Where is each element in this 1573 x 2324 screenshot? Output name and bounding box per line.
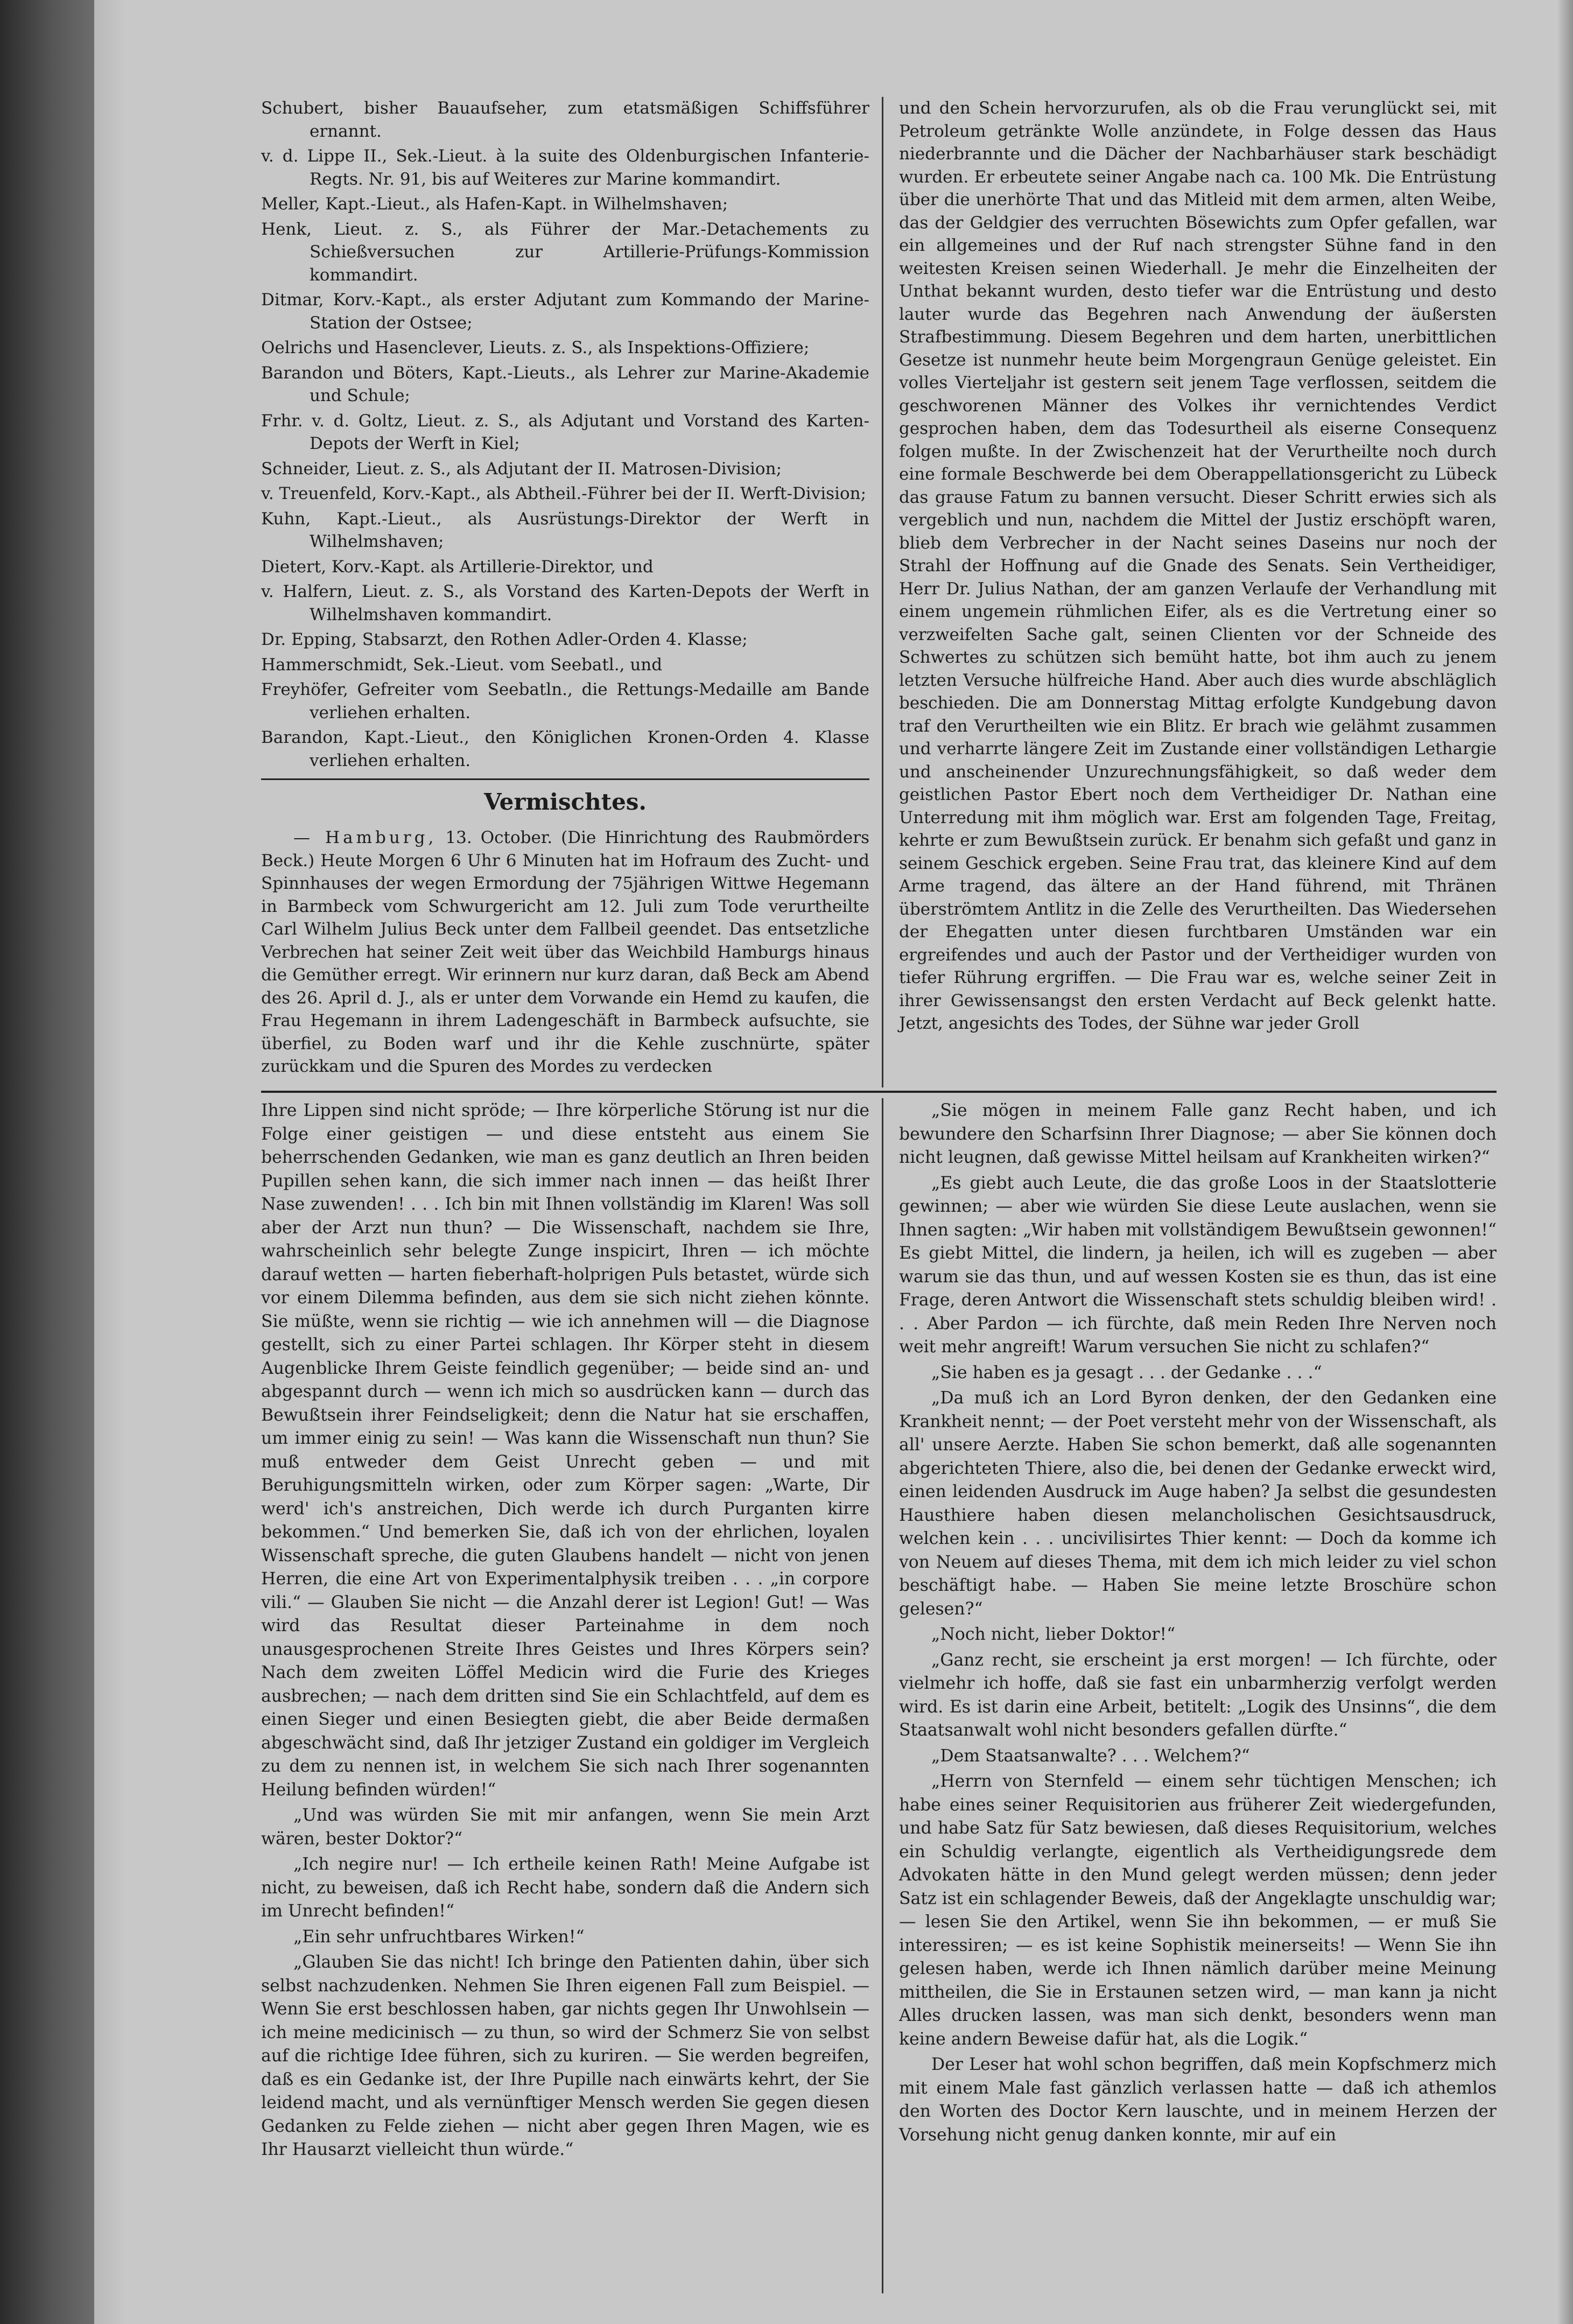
- list-entry: Henk, Lieut. z. S., als Führer der Mar.-Detachements zu Schießversuchen zur Artillerie-Prüfungs-Kommission kommandirt.: [261, 219, 869, 285]
- section-heading: Vermischtes.: [483, 789, 647, 815]
- story-paragraph: „Noch nicht, lieber Doktor!“: [931, 1625, 1176, 1644]
- list-entry: Schneider, Lieut. z. S., als Adjutant der II. Matrosen-Division;: [261, 459, 782, 479]
- article-continuation: und den Schein hervorzurufen, als ob die Frau verunglückt sei, mit Petroleum getränkte Wolle anzündete, in Folge dessen das Haus niederbrannte und die Dächer der Nachbarhäuser stark beschädigt wurden. Er erbeutete seiner Angabe nach ca. 100 Mk. Die Entrüstung über die unerhörte That und das Mitleid mit dem armen, alten Weibe, das der Geldgier des verruchten Bösewichts zum Opfer gefallen, war ein allgemeines und der Ruf nach strengster Sühne fand in den weitesten Kreisen seinen Wiederhall. Je mehr die Einzelheiten der Unthat bekannt wurden, desto tiefer war die Entrüstung und desto lauter wurde das Begehren nach Anwendung der äußersten Strafbestimmung. Diesem Begehren und dem harten, unerbittlichen Gesetze ist nunmehr heute beim Morgengraun Genüge geleistet. Ein volles Vierteljahr ist gestern seit jenem Tage verflossen, seitdem die geschworenen Männer des Volkes ihr vernichtendes Verdict gesprochen haben, dem das Todesurtheil als eiserne Consequenz folgen mußte. In der Zwischenzeit hat der Verurtheilte noch durch eine formale Beschwerde bei dem Oberappellationsgericht zu Lübeck das grause Fatum zu bannen versucht. Dieser Schritt erwies sich als vergeblich und nun, nachdem die Mittel der Justiz erschöpft waren, blieb dem Verbrecher in der Nacht seines Daseins nur noch der Strahl der Hoffnung auf die Gnade des Senats. Sein Vertheidiger, Herr Dr. Julius Nathan, der am ganzen Verlaufe der Verhandlung mit einem ungemein rühmlichen Eifer, als es die Vertretung einer so verzweifelten Sache galt, seinen Clienten vor der Schneide des Schwertes zu schützen sich bemüht hatte, bot ihm auch zu jenem letzten Versuche hülfreiche Hand. Aber auch dies wurde abschläglich beschieden. Die am Donnerstag Mittag erfolgte Kundgebung davon traf den Verurtheilten wie ein Blitz. Er brach wie gelähmt zusammen und verharrte längere Zeit im Zustande einer vollständigen Lethargie und anscheinender Unzurechnungsfähigkeit, so daß weder dem geistlichen Pastor Ebert noch dem Vertheidiger Dr. Nathan eine Unterredung mit ihm möglich war. Erst am folgenden Tage, Freitag, kehrte er zum Bewußtsein zurück. Er benahm sich gefaßt und ganz in seinem Geschick ergeben. Seine Frau trat, das kleinere Kind auf dem Arme tragend, das ältere an der Hand führend, mit Thränen überströmtem Antlitz in die Zelle des Verurtheilten. Das Wiedersehen der Ehegatten unter diesen furchtbaren Umständen war ein ergreifendes und auch der Pastor und der Vertheidiger wurden von tiefer Rührung ergriffen. — Die Frau war es, welche seiner Zeit in ihrer Gewissensangst den ersten Verdacht auf Beck gelenkt hatte. Jetzt, angesichts des Todes, der Sühne war jeder Groll: [899, 99, 1497, 1033]
- list-entry: v. Treuenfeld, Korv.-Kapt., als Abtheil.-Führer bei der II. Werft-Division;: [261, 484, 867, 503]
- story-paragraph: „Herrn von Sternfeld — einem sehr tüchtigen Menschen; ich habe eines seiner Requisitorien aus früherer Zeit wiedergefunden, und habe Satz für Satz bewiesen, daß dieses Requisitorium, welches ein Schuldig verlangte, eigentlich als Vertheidigungsrede dem Advokaten hätte in den Mund gelegt werden müssen; denn jeder Satz ist ein schlagender Beweis, daß der Angeklagte unschuldig war; — lesen Sie den Artikel, wenn Sie ihn bekommen, — er muß Sie interessiren; — es ist keine Sophistik meinerseits! — Wenn Sie ihn gelesen haben, werde ich Ihnen nämlich darüber meine Meinung mittheilen, die Sie in Erstaunen setzen wird, — man kann ja nicht Alles drucken lassen, was man sich denkt, besonders wenn man keine andern Beweise dafür hat, als die Logik.“: [899, 1772, 1497, 2049]
- list-entry: Oelrichs und Hasenclever, Lieuts. z. S., als Inspektions-Offiziere;: [261, 338, 810, 357]
- list-entry: Kuhn, Kapt.-Lieut., als Ausrüstungs-Direktor der Werft in Wilhelmshaven;: [261, 509, 869, 551]
- list-entry: Freyhöfer, Gefreiter vom Seebatln., die Rettungs-Medaille am Bande verliehen erhalten.: [261, 680, 869, 722]
- story-paragraph: „Ich negire nur! — Ich ertheile keinen Rath! Meine Aufgabe ist nicht, zu beweisen, daß ich Recht habe, sondern daß die Andern sich im Unrecht befinden!“: [261, 1855, 869, 1921]
- section-rule: [261, 778, 869, 780]
- list-entry: Schubert, bisher Bauaufseher, zum etatsmäßigen Schiffsführer ernannt.: [261, 99, 869, 141]
- lower-right-column: [899, 1099, 1497, 2149]
- book-binding-edge: [0, 0, 94, 2324]
- story-paragraph: „Da muß ich an Lord Byron denken, der den Gedanken eine Krankheit nennt; — der Poet versteht mehr von der Wissenschaft, als all' unsere Aerzte. Haben Sie schon bemerkt, daß alle sogenannten abgerichteten Thiere, also die, bei denen der Gedanke erweckt wird, einen leidenden Ausdruck im Auge haben? Ja selbst die gesundesten Hausthiere haben diesen melancholischen Gesichtsausdruck, welchen kein . . . uncivilisirtes Thier kennt: — Doch da komme ich von Neuem auf dieses Thema, mit dem ich mich leider zu viel schon beschäftigt habe. — Haben Sie meine letzte Broschüre schon gelesen?“: [899, 1388, 1497, 1619]
- list-entry: Ditmar, Korv.-Kapt., als erster Adjutant zum Kommando der Marine-Station der Ostsee;: [261, 290, 869, 333]
- news-article: [261, 826, 869, 1078]
- lower-column-divider: [882, 1098, 883, 2293]
- story-paragraph: „Und was würden Sie mit mir anfangen, wenn Sie mein Arzt wären, bester Doktor?“: [261, 1806, 869, 1849]
- list-entry: Dr. Epping, Stabsarzt, den Rothen Adler-Orden 4. Klasse;: [261, 630, 748, 649]
- upper-column-divider: [882, 97, 883, 1087]
- dateline-place: — Hamburg,: [293, 828, 437, 847]
- story-paragraph: „Es giebt auch Leute, die das große Loos in der Staatslotterie gewinnen; — aber wie würden Sie diese Leute auslachen, wenn sie Ihnen sagten: „Wir haben mit vollständigem Bewußtsein gewonnen!“ Es giebt Mittel, die lindern, ja heilen, ich will es zugeben — aber warum sie das thun, und auf wessen Kosten sie es thun, das ist eine Frage, deren Antwort die Wissenschaft stets schuldig bleiben wird! . . . Aber Pardon — ich fürchte, daß mein Reden Ihre Nerven noch weit mehr angreift! Warum versuchen Sie nicht zu schlafen?“: [899, 1173, 1497, 1357]
- story-paragraph: „Sie haben es ja gesagt . . . der Gedanke . . .“: [931, 1363, 1322, 1382]
- list-entry: v. d. Lippe II., Sek.-Lieut. à la suite des Oldenburgischen Infanterie-Regts. Nr. 91, bis auf Weiteres zur Marine kommandirt.: [261, 146, 869, 189]
- story-paragraph: „Dem Staatsanwalte? . . . Welchem?“: [931, 1746, 1250, 1766]
- list-entry: Meller, Kapt.-Lieut., als Hafen-Kapt. in Wilhelmshaven;: [261, 194, 728, 214]
- list-entry: Frhr. v. d. Goltz, Lieut. z. S., als Adjutant und Vorstand des Karten-Depots der Werft in Kiel;: [261, 411, 869, 453]
- upper-left-column: [261, 97, 869, 1080]
- list-entry: Barandon, Kapt.-Lieut., den Königlichen Kronen-Orden 4. Klasse verliehen erhalten.: [261, 728, 869, 770]
- story-paragraph: „Glauben Sie das nicht! Ich bringe den Patienten dahin, über sich selbst nachzudenken. Nehmen Sie Ihren eigenen Fall zum Beispiel. — Wenn Sie erst beschlossen haben, gar nichts gegen Ihr Unwohlsein — ich meine medicinisch — zu thun, so wird der Schmerz Sie von selbst auf die richtige Idee führen, sich zu kuriren. — Sie werden begreifen, daß es ein Gedanke ist, der Ihre Pupille nach einwärts kehrt, der Sie leidend macht, und als vernünftiger Mensch werden Sie gegen diesen Gedanken zu Felde ziehen — nicht aber gegen Ihren Magen, wie es Ihr Hausarzt vielleicht thun würde.“: [261, 1953, 869, 2159]
- story-paragraph: Der Leser hat wohl schon begriffen, daß mein Kopfschmerz mich mit einem Male fast gänzlich verlassen hatte — daß ich athemlos den Worten des Doctor Kern lauschte, und in meinem Herzen der Vorsehung nicht genug danken konnte, mir auf ein: [899, 2055, 1497, 2145]
- list-entry: Barandon und Böters, Kapt.-Lieuts., als Lehrer zur Marine-Akademie und Schule;: [261, 363, 869, 405]
- list-entry: Hammerschmidt, Sek.-Lieut. vom Seebatl., und: [261, 655, 663, 675]
- story-paragraph: Ihre Lippen sind nicht spröde; — Ihre körperliche Störung ist nur die Folge einer geistigen — und diese entsteht aus einem Sie beherrschenden Gedanken, wie man es ganz deutlich an Ihren beiden Pupillen sehen kann, die sich immer nach innen — das heißt Ihrer Nase zuwenden! . . . Ich bin mit Ihnen vollständig im Klaren! Was soll aber der Arzt nun thun? — Die Wissenschaft, nachdem sie Ihre, wahrscheinlich sehr belegte Zunge inspicirt, Ihren — ich möchte darauf wetten — harten fieberhaft-holprigen Puls betastet, würde sich vor einem Dilemma befinden, aus dem sie sich nicht ziehen könnte. Sie müßte, wenn sie richtig — wie ich annehmen will — die Diagnose gestellt, sich zu einer Partei schlagen. Ihr Körper steht in diesem Augenblicke Ihrem Geiste feindlich gegenüber; — beide sind an- und abgespannt durch — wenn ich mich so ausdrücken kann — durch das Bewußtsein ihrer Feindseligkeit; denn die Natur hat sie erschaffen, um immer einig zu sein! — Was kann die Wissenschaft nun thun? Sie muß entweder dem Geist Unrecht geben — und mit Beruhigungsmitteln wirken, oder zum Körper sagen: „Warte, Dir werd' ich's anstreichen, Dich werde ich durch Purganten kirre bekommen.“ Und bemerken Sie, daß ich von der ehrlichen, loyalen Wissenschaft spreche, die guten Glaubens handelt — nicht von jenen Herren, die eine Art von Experimentalphysik treiben . . . „in corpore vili.“ — Glauben Sie nicht — die Anzahl derer ist Legion! Gut! — Was wird das Resultat dieser Parteinahme in dem noch unausgesprochenen Streite Ihres Geistes und Ihres Körpers sein? Nach dem zweiten Löffel Medicin wird die Furie des Krieges ausbrechen; — nach dem dritten sind Sie ein Schlachtfeld, auf dem es einen Sieger und einen Besiegten giebt, die aber Beide dermaßen abgeschwächt sind, daß Ihr jetziger Zustand ein goldiger im Vergleich zu dem zu nennen ist, in welchem Sie sich nach Ihrer sogenannten Heilung befinden würden!“: [261, 1101, 869, 1800]
- story-paragraph: „Sie mögen in meinem Falle ganz Recht haben, und ich bewundere den Scharfsinn Ihrer Diagnose; — aber Sie können doch nicht leugnen, daß gewisse Mittel heilsam auf Krankheiten wirken?“: [899, 1101, 1497, 1167]
- list-entry: Dietert, Korv.-Kapt. als Artillerie-Direktor, und: [261, 557, 654, 577]
- horizontal-divider: [261, 1091, 1497, 1093]
- article-text: 13. October. (Die Hinrichtung des Raubmörders Beck.) Heute Morgen 6 Uhr 6 Minuten hat im Hofraum des Zucht- und Spinnhauses der wegen Ermordung der 75jährigen Wittwe Hegemann in Barmbeck vom Schwurgericht am 12. Juli zum Tode verurtheilte Carl Wilhelm Julius Beck unter dem Fallbeil geendet. Das entsetzliche Verbrechen hat seiner Zeit weit über das Weichbild Hamburgs hinaus die Gemüther erregt. Wir erinnern nur kurz daran, daß Beck am Abend des 26. April d. J., als er unter dem Vorwande ein Hemd zu kaufen, die Frau Hegemann in ihrem Ladengeschäft in Barmbeck aufsuchte, sie überfiel, zu Boden warf und ihr die Kehle zuschnürte, später zurückkam und die Spuren des Mordes zu verdecken: [261, 828, 869, 1076]
- page-edge-shadow: [1557, 0, 1573, 2324]
- story-paragraph: „Ein sehr unfruchtbares Wirken!“: [293, 1927, 585, 1947]
- lower-left-column: [261, 1099, 869, 2164]
- story-paragraph: „Ganz recht, sie erscheint ja erst morgen! — Ich fürchte, oder vielmehr ich hoffe, daß sie fast ein unbarmherzig verfolgt werden wird. Es ist darin eine Arbeit, betitelt: „Logik des Unsinns“, die dem Staatsanwalt wohl nicht besonders gefallen dürfte.“: [899, 1650, 1497, 1740]
- upper-right-column: [899, 97, 1497, 1037]
- list-entry: v. Halfern, Lieut. z. S., als Vorstand des Karten-Depots der Werft in Wilhelmshaven kommandirt.: [261, 582, 869, 624]
